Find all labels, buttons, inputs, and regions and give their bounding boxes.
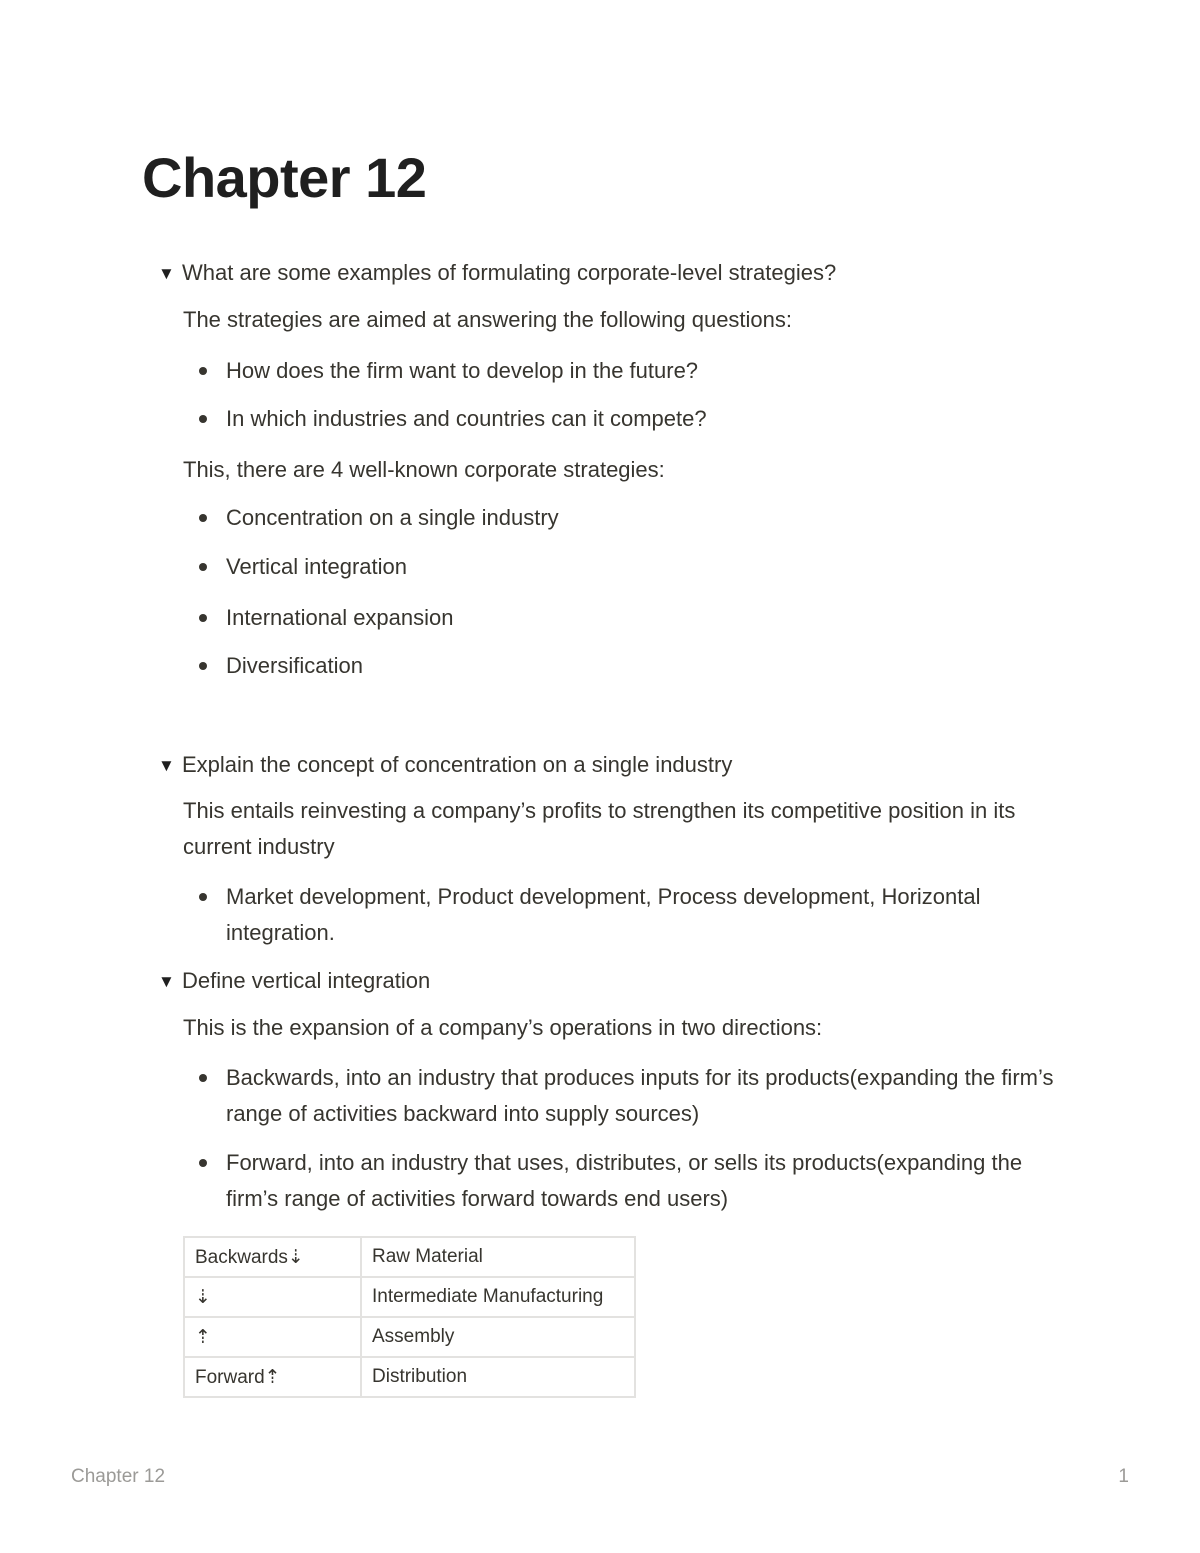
- toggle-question: Explain the concept of concentration on a single industry: [182, 752, 733, 777]
- list-item: Market development, Product development, Process development, Horizontal integration.: [199, 879, 1059, 951]
- bullet-icon: [199, 415, 207, 423]
- list-item: Vertical integration: [199, 549, 1059, 585]
- table-cell: Forward⇡: [184, 1357, 361, 1397]
- toggle-question: What are some examples of formulating corporate-level strategies?: [182, 260, 837, 285]
- list-item: Backwards, into an industry that produces inputs for its products(expanding the firm’s range of activities backward into supply sources): [199, 1060, 1059, 1132]
- table-row: [184, 1317, 635, 1357]
- table-cell: ⇡: [184, 1317, 361, 1357]
- bullet-icon: [199, 514, 207, 522]
- table-cell: Assembly: [361, 1317, 635, 1357]
- paragraph: The strategies are aimed at answering the following questions:: [183, 307, 793, 332]
- footer-label: Chapter 12: [71, 1466, 166, 1487]
- toggle-concentration[interactable]: [158, 750, 732, 781]
- triangle-down-icon[interactable]: ▼: [158, 264, 175, 283]
- table-cell: ⇣: [184, 1277, 361, 1317]
- paragraph: This entails reinvesting a company’s profits to strengthen its competitive position in its current industry: [183, 798, 1016, 859]
- bullet-icon: [199, 614, 207, 622]
- table-row: [184, 1237, 635, 1277]
- table-cell: Distribution: [361, 1357, 635, 1397]
- bullet-icon: [199, 662, 207, 670]
- list-item: Diversification: [199, 648, 1059, 684]
- bullet-icon: [199, 893, 207, 901]
- paragraph: This, there are 4 well-known corporate strategies:: [183, 457, 665, 482]
- bullet-icon: [199, 367, 207, 375]
- list-item: In which industries and countries can it compete?: [199, 401, 1059, 437]
- list-item: International expansion: [199, 600, 1059, 636]
- bullet-icon: [199, 1159, 207, 1167]
- table-row: [184, 1357, 635, 1397]
- triangle-down-icon[interactable]: ▼: [158, 972, 175, 991]
- table-cell: Backwards⇣: [184, 1237, 361, 1277]
- table-cell: Intermediate Manufacturing: [361, 1277, 635, 1317]
- table-row: [184, 1277, 635, 1317]
- bullet-icon: [199, 1074, 207, 1082]
- list-item: How does the firm want to develop in the future?: [199, 353, 1059, 389]
- page-title: Chapter 12: [142, 146, 427, 209]
- list-item: Concentration on a single industry: [199, 500, 1059, 536]
- list-item: Forward, into an industry that uses, distributes, or sells its products(expanding the firm’s range of activities forward towards end users): [199, 1145, 1059, 1217]
- page-number: 1: [1118, 1466, 1129, 1487]
- table-cell: Raw Material: [361, 1237, 635, 1277]
- toggle-corporate-strategies[interactable]: [158, 258, 836, 289]
- triangle-down-icon[interactable]: ▼: [158, 756, 175, 775]
- vertical-integration-table: [183, 1236, 636, 1398]
- toggle-question: Define vertical integration: [182, 968, 431, 993]
- toggle-vertical-integration[interactable]: [158, 966, 430, 997]
- bullet-icon: [199, 563, 207, 571]
- paragraph: This is the expansion of a company’s operations in two directions:: [183, 1015, 823, 1040]
